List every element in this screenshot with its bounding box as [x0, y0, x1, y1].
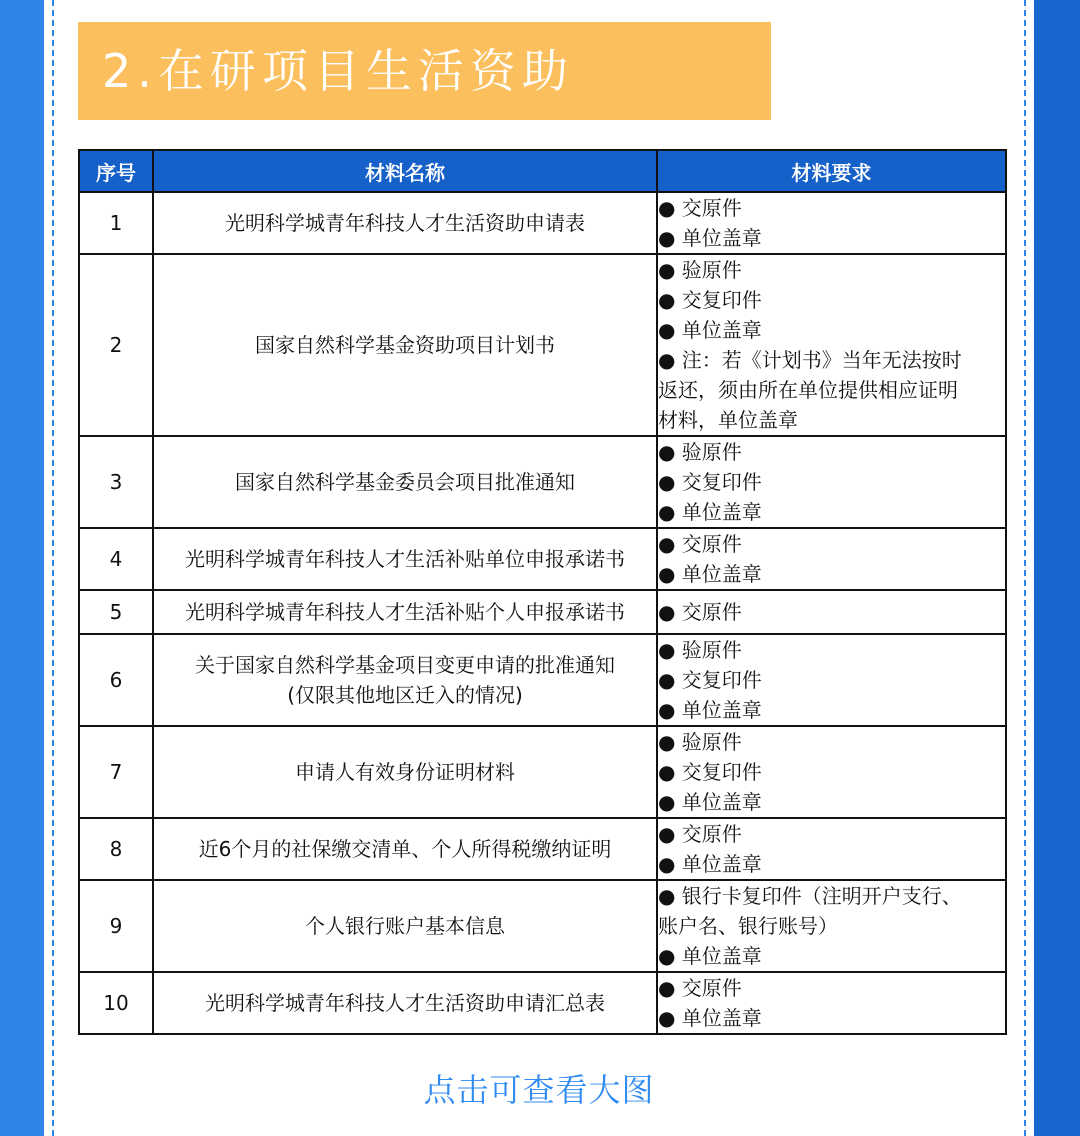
- requirement-line: ● 交原件: [658, 196, 742, 220]
- requirement-line: ● 验原件: [658, 258, 742, 282]
- table-row: [79, 880, 1006, 972]
- table-row: [79, 634, 1006, 726]
- header-name: 材料名称: [153, 150, 657, 192]
- material-name-line: 近6个月的社保缴交清单、个人所得税缴纳证明: [198, 837, 612, 861]
- dashed-border-left: [52, 0, 54, 1136]
- material-name: [153, 192, 657, 254]
- row-number: 7: [79, 726, 153, 818]
- requirement-line: ● 交原件: [658, 822, 742, 846]
- material-requirement: [657, 528, 1006, 590]
- material-requirement: [657, 972, 1006, 1034]
- requirement-line: ● 单位盖章: [658, 562, 762, 586]
- requirement-line: ● 交原件: [658, 532, 742, 556]
- left-border-band: [0, 0, 44, 1136]
- requirement-line: ● 交复印件: [658, 668, 762, 692]
- material-name-line: 申请人有效身份证明材料: [295, 760, 515, 784]
- right-border-band: [1034, 0, 1080, 1136]
- table-header-row: [79, 150, 1006, 192]
- material-requirement: [657, 726, 1006, 818]
- material-name: [153, 726, 657, 818]
- material-name-line: 个人银行账户基本信息: [305, 914, 505, 938]
- material-requirement: [657, 192, 1006, 254]
- material-name-line: 光明科学城青年科技人才生活补贴个人申报承诺书: [185, 600, 625, 624]
- section-title: 2.在研项目生活资助: [102, 44, 574, 98]
- requirement-line: ● 单位盖章: [658, 500, 762, 524]
- requirement-line: ● 验原件: [658, 440, 742, 464]
- row-number: 5: [79, 590, 153, 634]
- table-row: [79, 254, 1006, 436]
- material-name-line: 光明科学城青年科技人才生活补贴单位申报承诺书: [185, 547, 625, 571]
- header-requirement: 材料要求: [657, 150, 1006, 192]
- row-number: 4: [79, 528, 153, 590]
- requirement-line: ● 单位盖章: [658, 790, 762, 814]
- requirement-line: ● 单位盖章: [658, 318, 762, 342]
- row-number: 10: [79, 972, 153, 1034]
- requirement-line: 返还，须由所在单位提供相应证明: [658, 378, 958, 402]
- material-name: [153, 590, 657, 634]
- material-name-line: 光明科学城青年科技人才生活资助申请汇总表: [205, 991, 605, 1015]
- requirement-line: ● 交复印件: [658, 288, 762, 312]
- table-row: [79, 972, 1006, 1034]
- requirement-line: ● 单位盖章: [658, 1006, 762, 1030]
- content-panel: [44, 0, 1034, 1136]
- requirement-line: ● 交原件: [658, 600, 742, 624]
- requirement-line: ● 交复印件: [658, 760, 762, 784]
- material-name-line: 国家自然科学基金资助项目计划书: [255, 333, 555, 357]
- requirement-line: 账户名、银行账号）: [658, 914, 838, 938]
- row-number: 6: [79, 634, 153, 726]
- material-requirement: [657, 634, 1006, 726]
- requirement-line: ● 注：若《计划书》当年无法按时: [658, 348, 962, 372]
- materials-table: [78, 149, 1007, 1035]
- row-number: 2: [79, 254, 153, 436]
- requirement-line: ● 验原件: [658, 730, 742, 754]
- material-name: [153, 528, 657, 590]
- material-name: [153, 634, 657, 726]
- requirement-line: ● 单位盖章: [658, 698, 762, 722]
- requirement-line: 材料，单位盖章: [658, 408, 798, 432]
- table-row: [79, 590, 1006, 634]
- section-title-banner: [78, 22, 771, 120]
- requirement-line: ● 验原件: [658, 638, 742, 662]
- table-row: [79, 818, 1006, 880]
- material-requirement: [657, 880, 1006, 972]
- requirement-line: ● 交原件: [658, 976, 742, 1000]
- material-name: [153, 880, 657, 972]
- row-number: 8: [79, 818, 153, 880]
- requirement-line: ● 单位盖章: [658, 226, 762, 250]
- table-row: [79, 726, 1006, 818]
- material-name-line: (仅限其他地区迁入的情况): [287, 683, 523, 707]
- dashed-border-right: [1024, 0, 1026, 1136]
- table-row: [79, 436, 1006, 528]
- material-name: [153, 436, 657, 528]
- material-name-line: 光明科学城青年科技人才生活资助申请表: [225, 211, 585, 235]
- material-requirement: [657, 254, 1006, 436]
- table-body: [79, 192, 1006, 1034]
- header-no: 序号: [79, 150, 153, 192]
- material-requirement: [657, 436, 1006, 528]
- requirement-line: ● 单位盖章: [658, 944, 762, 968]
- view-large-image-link[interactable]: 点击可查看大图: [423, 1071, 655, 1109]
- requirement-line: ● 交复印件: [658, 470, 762, 494]
- row-number: 3: [79, 436, 153, 528]
- table-row: [79, 528, 1006, 590]
- row-number: 1: [79, 192, 153, 254]
- requirement-line: ● 单位盖章: [658, 852, 762, 876]
- table-row: [79, 192, 1006, 254]
- material-name-line: 国家自然科学基金委员会项目批准通知: [235, 470, 575, 494]
- requirement-line: ● 银行卡复印件（注明开户支行、: [658, 884, 962, 908]
- material-requirement: [657, 818, 1006, 880]
- material-name: [153, 818, 657, 880]
- material-name: [153, 972, 657, 1034]
- row-number: 9: [79, 880, 153, 972]
- material-requirement: [657, 590, 1006, 634]
- material-name-line: 关于国家自然科学基金项目变更申请的批准通知: [195, 653, 615, 677]
- material-name: [153, 254, 657, 436]
